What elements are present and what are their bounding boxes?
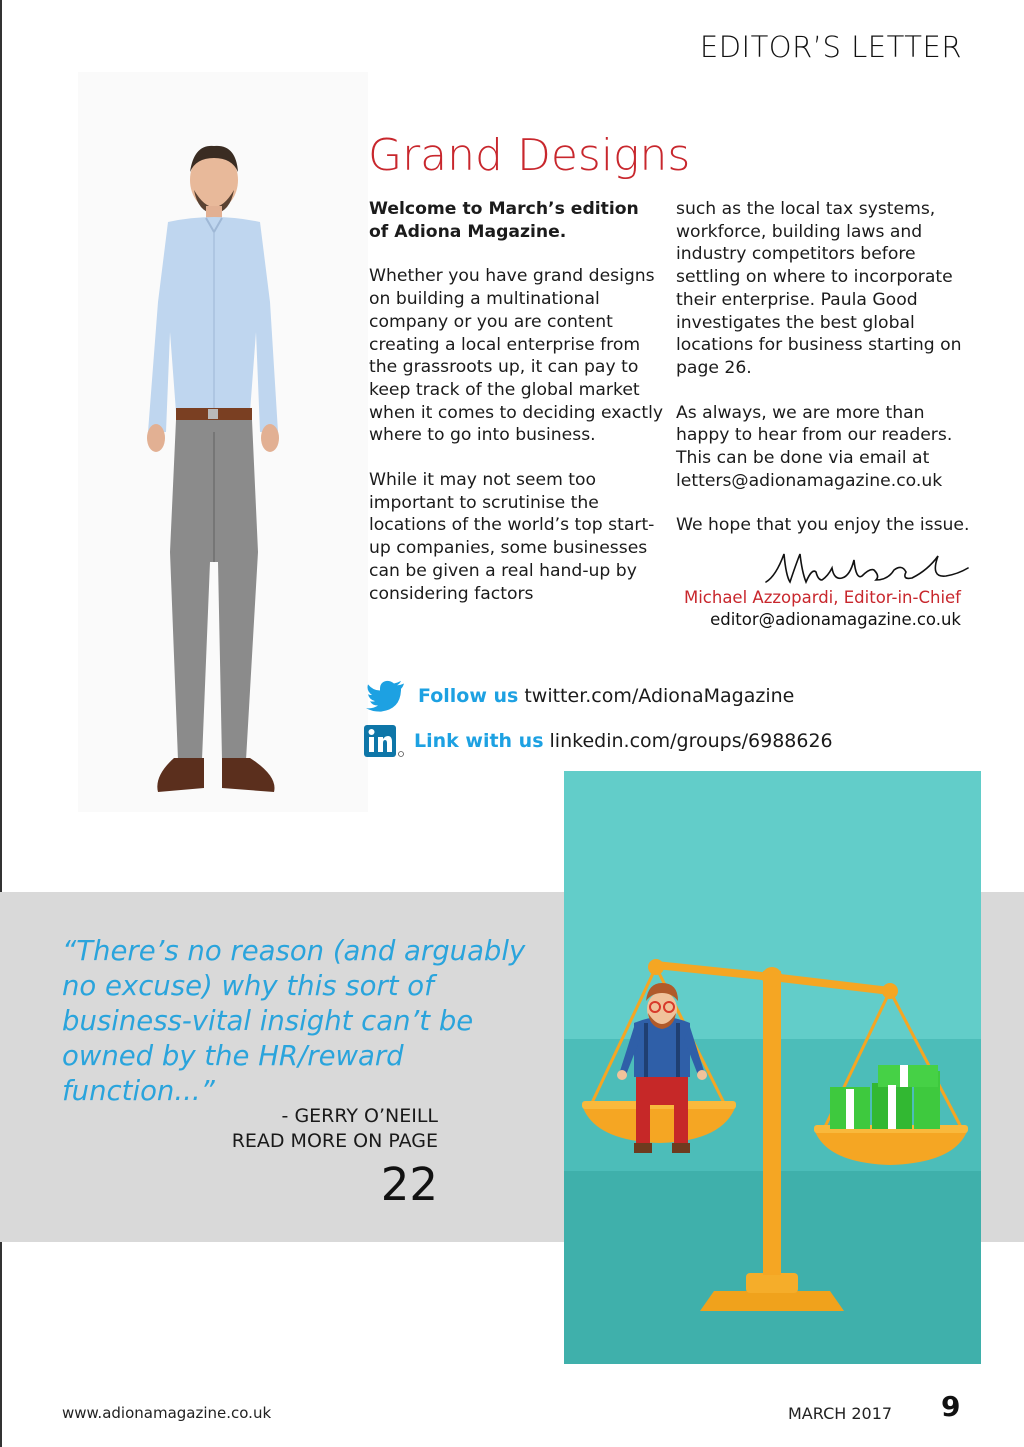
twitter-handle[interactable]: twitter.com/AdionaMagazine	[524, 685, 795, 707]
article-paragraph: While it may not seem too important to scrutinise the locations of the world’s top start-up companies, some businesses can be given a real hand-up by considering factors	[369, 470, 655, 604]
signature-name: Michael Azzopardi, Editor-in-Chief	[683, 588, 961, 607]
pullquote-author: - GERRY O’NEILL	[281, 1105, 438, 1127]
footer-issue-date: MARCH 2017	[788, 1404, 893, 1423]
scales-illustration	[564, 771, 981, 1364]
article-paragraph: We hope that you enjoy the issue.	[676, 515, 970, 536]
article-paragraph: Whether you have grand designs on building a multinational company or you are content creating a local enterprise from the grassroots up, it can pay to keep track of the global market when it comes to deciding exactly where to go into business.	[369, 266, 664, 446]
twitter-lead: Follow us	[418, 685, 519, 707]
footer-website[interactable]: www.adionamagazine.co.uk	[62, 1404, 272, 1422]
linkedin-lead: Link with us	[414, 730, 544, 752]
article-paragraph: As always, we are more than happy to hear from our readers. This can be done via email at letters@adionamagazine.co.uk	[676, 402, 953, 491]
article-title: Grand Designs	[368, 130, 691, 181]
footer-page-number: 9	[941, 1390, 961, 1423]
article-intro: Welcome to March’s edition of Adiona Magazine.	[369, 199, 639, 242]
twitter-bird-icon	[366, 680, 406, 712]
pullquote-text: “There’s no reason (and arguably no excuse) why this sort of business-vital insight can’t be owned by the HR/reward function...”	[62, 935, 526, 1107]
signature-email[interactable]: editor@adionamagazine.co.uk	[710, 610, 961, 629]
section-label: EDITOR’S LETTER	[699, 30, 962, 64]
read-more-page-number: 22	[380, 1158, 438, 1211]
read-more-label: READ MORE ON PAGE	[231, 1130, 438, 1152]
linkedin-follow[interactable]	[362, 724, 833, 758]
article-column-right	[676, 198, 971, 559]
pullquote-attribution	[232, 1104, 438, 1154]
handwritten-signature	[762, 546, 972, 588]
editor-photo	[110, 132, 310, 812]
linkedin-handle[interactable]: linkedin.com/groups/6988626	[549, 730, 833, 752]
article-column-left	[369, 198, 664, 627]
linkedin-icon	[362, 724, 406, 758]
twitter-follow[interactable]	[366, 680, 794, 712]
article-paragraph: such as the local tax systems, workforce, building laws and industry competitors before settling on where to incorporate their enterprise. Paula Good investigates the best global locations for business starting on page 26.	[676, 199, 962, 378]
